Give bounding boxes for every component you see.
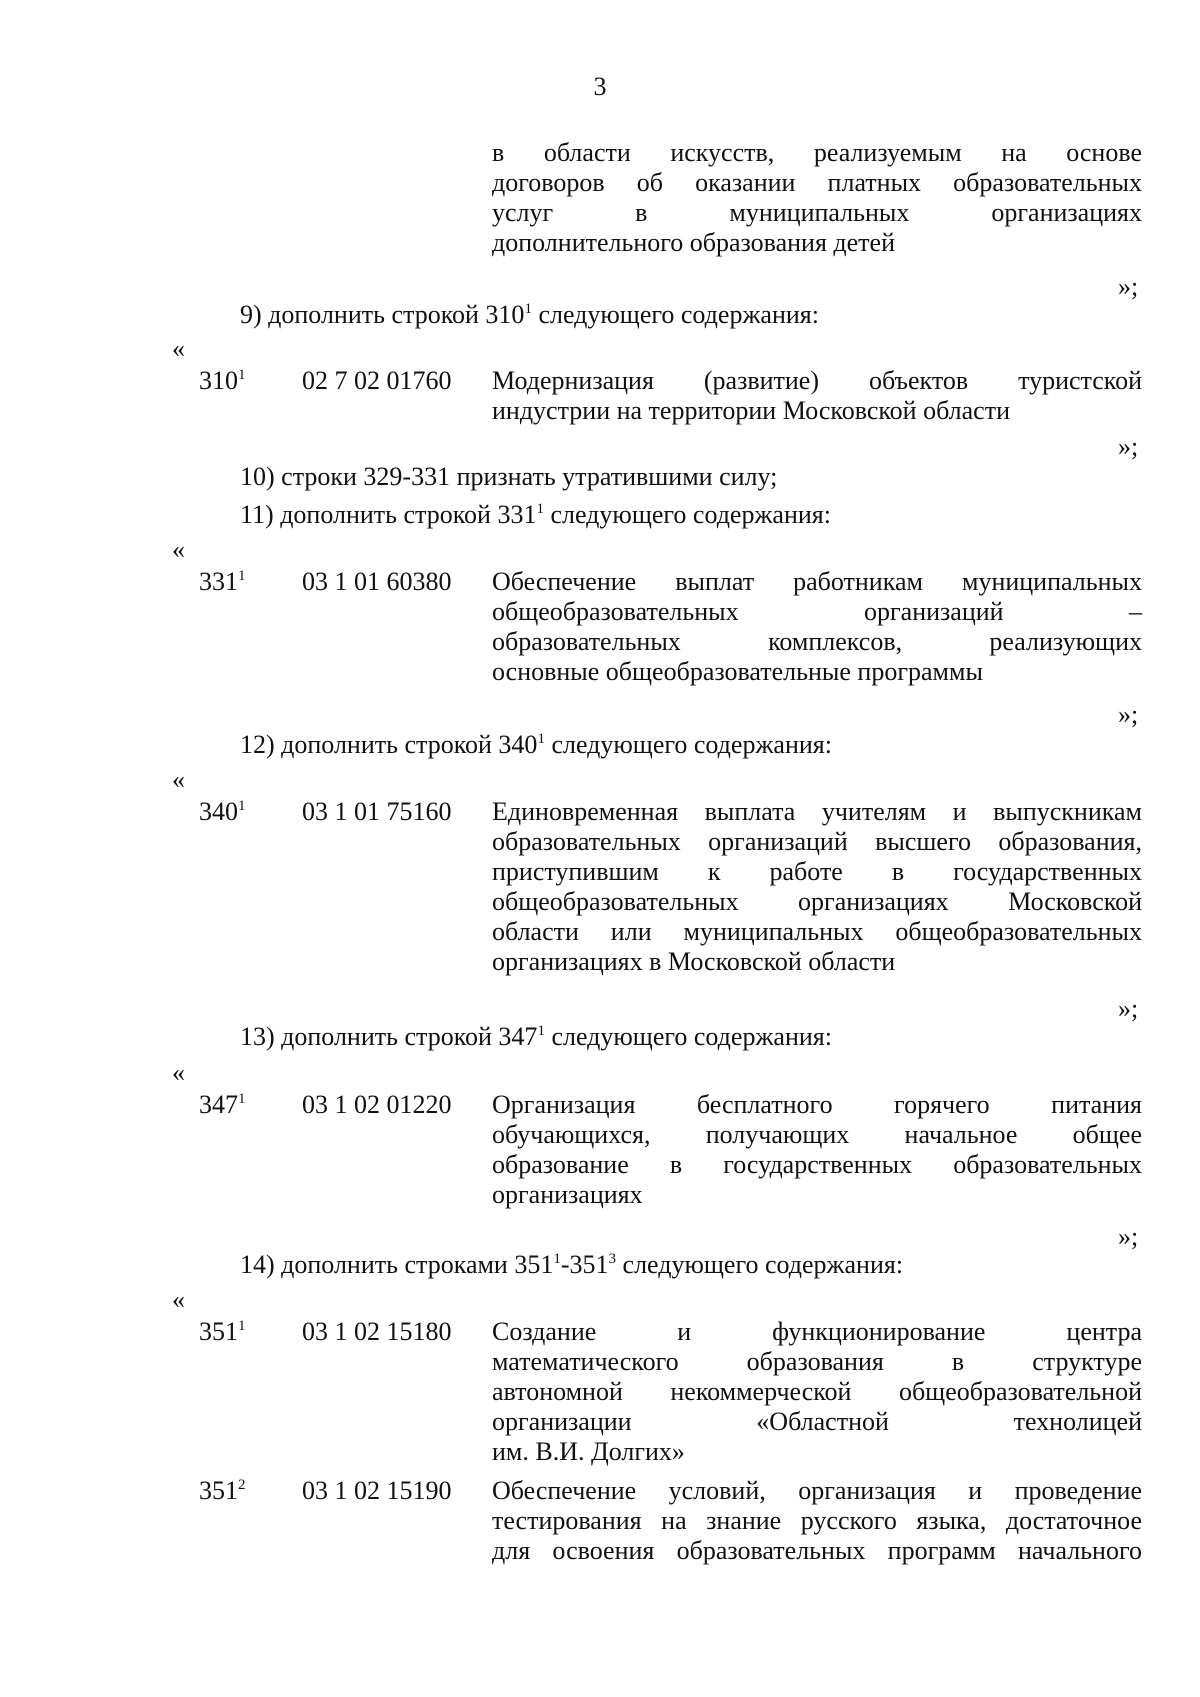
closing-quote: »; bbox=[1118, 272, 1139, 301]
description-line: тестирования на знание русского языка, достаточное bbox=[492, 1506, 1142, 1535]
description-line: образовательных организаций высшего образования, bbox=[492, 827, 1142, 856]
closing-quote: »; bbox=[1118, 994, 1139, 1023]
row-number bbox=[199, 1317, 246, 1347]
row-code: 03 1 01 60380 bbox=[302, 567, 452, 596]
intro-line: договоров об оказании платных образовательных bbox=[492, 168, 1142, 197]
description-line: Создание и функционирование центра bbox=[492, 1317, 1142, 1346]
superscript: 1 bbox=[238, 1091, 246, 1107]
intro-text bbox=[492, 138, 1142, 258]
opening-quote: « bbox=[172, 1058, 185, 1087]
superscript: 1 bbox=[537, 731, 545, 747]
closing-quote: »; bbox=[1118, 1222, 1139, 1251]
item-13-text-end: следующего содержания: bbox=[544, 1022, 832, 1051]
superscript: 2 bbox=[238, 1477, 246, 1493]
item-9-text: 9) дополнить строкой 310 bbox=[240, 300, 525, 329]
item-14-text: 14) дополнить строками 351 bbox=[240, 1250, 554, 1279]
row-code: 03 1 02 15190 bbox=[302, 1476, 452, 1505]
row-number bbox=[199, 1476, 246, 1506]
row-number bbox=[199, 366, 246, 396]
row-description bbox=[492, 1317, 1142, 1467]
description-line: математического образования в структуре bbox=[492, 1347, 1142, 1376]
description-line: Обеспечение условий, организация и проведение bbox=[492, 1476, 1142, 1505]
intro-line: в области искусств, реализуемым на основе bbox=[492, 138, 1142, 167]
superscript: 1 bbox=[238, 1318, 246, 1334]
description-line: образовательных комплексов, реализующих bbox=[492, 627, 1142, 656]
row-number-text: 351 bbox=[199, 1476, 238, 1505]
description-line: Модернизация (развитие) объектов туристской bbox=[492, 366, 1142, 395]
description-line: образование в государственных образовательных bbox=[492, 1150, 1142, 1179]
item-14-text-mid: -351 bbox=[560, 1250, 609, 1279]
description-line: организациях bbox=[492, 1180, 643, 1209]
superscript: 1 bbox=[238, 798, 246, 814]
closing-quote: »; bbox=[1118, 432, 1139, 461]
item-12-text: 12) дополнить строкой 340 bbox=[240, 730, 538, 759]
row-description bbox=[492, 1090, 1142, 1210]
description-line: области или муниципальных общеобразовательных bbox=[492, 917, 1142, 946]
row-number bbox=[199, 567, 246, 597]
description-line: общеобразовательных организаций – bbox=[492, 597, 1142, 626]
description-line: основные общеобразовательные программы bbox=[492, 657, 983, 686]
row-number bbox=[199, 797, 246, 827]
item-11-text: 11) дополнить строкой 331 bbox=[240, 500, 537, 529]
row-number-text: 310 bbox=[199, 366, 238, 395]
item-11 bbox=[240, 500, 831, 530]
description-line: индустрии на территории Московской области bbox=[492, 396, 1010, 425]
superscript: 1 bbox=[537, 1023, 545, 1039]
description-line: организации «Областной технолицей bbox=[492, 1407, 1142, 1436]
item-14-text-end: следующего содержания: bbox=[616, 1250, 904, 1279]
description-line: Организация бесплатного горячего питания bbox=[492, 1090, 1142, 1119]
row-number-text: 347 bbox=[199, 1090, 238, 1119]
row-number-text: 340 bbox=[199, 797, 238, 826]
item-9 bbox=[240, 300, 819, 330]
intro-line: услуг в муниципальных организациях bbox=[492, 198, 1142, 227]
row-number-text: 331 bbox=[199, 567, 238, 596]
intro-line: дополнительного образования детей bbox=[492, 228, 895, 257]
opening-quote: « bbox=[172, 334, 185, 363]
row-code: 03 1 01 75160 bbox=[302, 797, 452, 826]
description-line: для освоения образовательных программ начального bbox=[492, 1536, 1142, 1565]
description-line: организациях в Московской области bbox=[492, 947, 896, 976]
item-14 bbox=[240, 1250, 903, 1280]
item-12 bbox=[240, 730, 832, 760]
description-line: автономной некоммерческой общеобразовательной bbox=[492, 1377, 1142, 1406]
item-13-text: 13) дополнить строкой 347 bbox=[240, 1022, 538, 1051]
row-number bbox=[199, 1090, 246, 1120]
row-code: 03 1 02 01220 bbox=[302, 1090, 452, 1119]
item-11-text-end: следующего содержания: bbox=[543, 500, 831, 529]
row-number-text: 351 bbox=[199, 1317, 238, 1346]
superscript: 1 bbox=[553, 1251, 561, 1267]
row-description bbox=[492, 1476, 1142, 1566]
row-code: 03 1 02 15180 bbox=[302, 1317, 452, 1346]
description-line: обучающихся, получающих начальное общее bbox=[492, 1120, 1142, 1149]
description-line: Обеспечение выплат работникам муниципальных bbox=[492, 567, 1142, 596]
opening-quote: « bbox=[172, 1285, 185, 1314]
opening-quote: « bbox=[172, 535, 185, 564]
item-10: 10) строки 329-331 признать утратившими силу; bbox=[240, 462, 778, 491]
page-number: 3 bbox=[593, 72, 607, 101]
row-description bbox=[492, 366, 1142, 426]
item-9-text-end: следующего содержания: bbox=[531, 300, 819, 329]
description-line: приступившим к работе в государственных bbox=[492, 857, 1142, 886]
superscript: 1 bbox=[238, 568, 246, 584]
superscript: 1 bbox=[238, 367, 246, 383]
row-description bbox=[492, 797, 1142, 977]
closing-quote: »; bbox=[1118, 700, 1139, 729]
description-line: им. В.И. Долгих» bbox=[492, 1437, 685, 1466]
superscript: 3 bbox=[608, 1251, 617, 1267]
superscript: 1 bbox=[524, 301, 532, 317]
row-code: 02 7 02 01760 bbox=[302, 366, 452, 395]
description-line: общеобразовательных организациях Московской bbox=[492, 887, 1142, 916]
superscript: 1 bbox=[536, 501, 544, 517]
row-description bbox=[492, 567, 1142, 687]
item-13 bbox=[240, 1022, 832, 1052]
item-12-text-end: следующего содержания: bbox=[544, 730, 832, 759]
opening-quote: « bbox=[172, 765, 185, 794]
description-line: Единовременная выплата учителям и выпускникам bbox=[492, 797, 1142, 826]
